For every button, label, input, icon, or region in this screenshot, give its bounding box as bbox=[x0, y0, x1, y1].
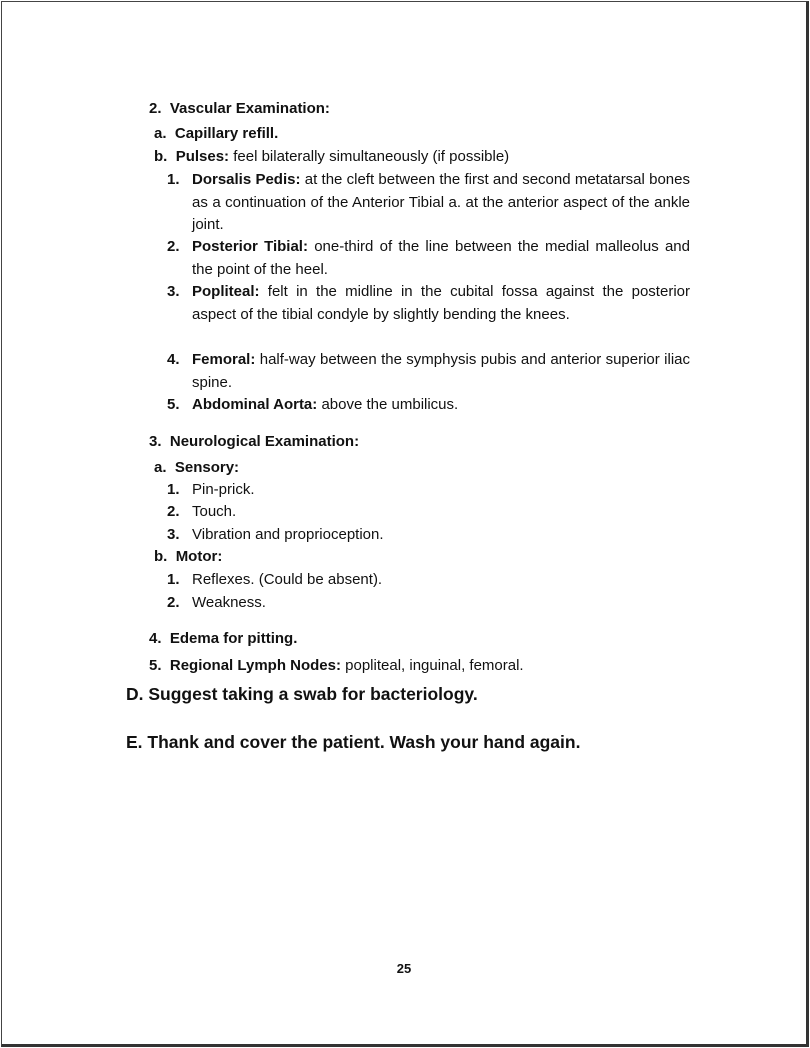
item-letter: b. bbox=[154, 148, 168, 165]
section-lymph-heading bbox=[149, 657, 524, 675]
item-label: Motor: bbox=[175, 548, 223, 565]
item-text: popliteal, inguinal, femoral. bbox=[345, 657, 524, 674]
list-number: 2. bbox=[167, 503, 180, 520]
item-label: Popliteal: bbox=[192, 283, 260, 300]
list-item-weakness bbox=[167, 594, 266, 612]
section-title: Vascular Examination: bbox=[169, 100, 330, 117]
item-text: half-way between the symphysis pubis and anterior superior iliac spine. bbox=[192, 351, 690, 391]
list-item-pin-prick bbox=[167, 481, 255, 499]
list-number: 1. bbox=[167, 171, 180, 188]
sensory-item bbox=[154, 459, 239, 477]
item-letter: a. bbox=[154, 125, 167, 142]
pulses-item bbox=[154, 148, 509, 166]
list-number: 3. bbox=[167, 526, 180, 543]
item-text: felt in the midline in the cubital fossa against the posterior aspect of the tibial condyle by slightly bending the knees. bbox=[192, 283, 690, 323]
document-page bbox=[1, 1, 809, 1047]
step-e bbox=[126, 731, 580, 753]
item-label: Femoral: bbox=[192, 351, 256, 368]
list-item-vibration bbox=[167, 526, 384, 544]
step-text: Thank and cover the patient. Wash your hand again. bbox=[147, 732, 581, 752]
item-text: Pin-prick. bbox=[192, 481, 255, 498]
list-number: 1. bbox=[167, 571, 180, 588]
list-number: 4. bbox=[167, 351, 180, 368]
item-label: Capillary refill. bbox=[174, 125, 279, 142]
item-text: at the cleft between the first and second metatarsal bones as a continuation of the Anterior Tibial a. at the anterior aspect of the ankle joint. bbox=[192, 171, 690, 233]
item-label: Abdominal Aorta: bbox=[192, 396, 318, 413]
list-item-femoral bbox=[192, 349, 690, 394]
section-title: Neurological Examination: bbox=[169, 433, 360, 450]
item-text: feel bilaterally simultaneously (if possible) bbox=[233, 148, 510, 165]
list-item-reflexes bbox=[167, 571, 382, 589]
list-number: 2. bbox=[167, 238, 180, 255]
list-number: 5. bbox=[167, 396, 180, 413]
list-item-posterior-tibial bbox=[192, 236, 690, 281]
section-number: 3. bbox=[149, 433, 162, 450]
item-letter: a. bbox=[154, 459, 167, 476]
list-item-dorsalis-pedis bbox=[192, 169, 690, 237]
list-item-popliteal bbox=[192, 281, 690, 326]
item-label: Posterior Tibial: bbox=[192, 238, 308, 255]
list-item-abdominal-aorta bbox=[192, 394, 690, 417]
step-letter: D. bbox=[126, 684, 144, 704]
list-item-touch bbox=[167, 503, 236, 521]
item-label: Sensory: bbox=[174, 459, 240, 476]
section-edema-heading bbox=[149, 630, 297, 648]
section-number: 4. bbox=[149, 630, 162, 647]
item-text: Vibration and proprioception. bbox=[192, 526, 384, 543]
step-letter: E. bbox=[126, 732, 143, 752]
motor-item bbox=[154, 548, 222, 566]
item-text: Reflexes. (Could be absent). bbox=[192, 571, 383, 588]
step-text: Suggest taking a swab for bacteriology. bbox=[148, 684, 478, 704]
item-label: Pulses: bbox=[175, 148, 230, 165]
section-neuro-heading bbox=[149, 433, 359, 451]
list-number: 3. bbox=[167, 283, 180, 300]
page-number: 25 bbox=[396, 961, 412, 976]
section-number: 2. bbox=[149, 100, 162, 117]
item-text: Weakness. bbox=[192, 594, 266, 611]
section-title: Edema for pitting. bbox=[169, 630, 298, 647]
section-vascular-heading bbox=[149, 100, 330, 118]
section-title: Regional Lymph Nodes: bbox=[169, 657, 341, 674]
capillary-refill-item bbox=[154, 125, 278, 143]
step-d bbox=[126, 683, 478, 705]
list-number: 2. bbox=[167, 594, 180, 611]
item-letter: b. bbox=[154, 548, 168, 565]
item-text: Touch. bbox=[192, 503, 237, 520]
item-label: Dorsalis Pedis: bbox=[192, 171, 301, 188]
item-text: above the umbilicus. bbox=[321, 396, 459, 413]
item-text: one-third of the line between the medial malleolus and the point of the heel. bbox=[192, 238, 690, 278]
section-number: 5. bbox=[149, 657, 162, 674]
list-number: 1. bbox=[167, 481, 180, 498]
